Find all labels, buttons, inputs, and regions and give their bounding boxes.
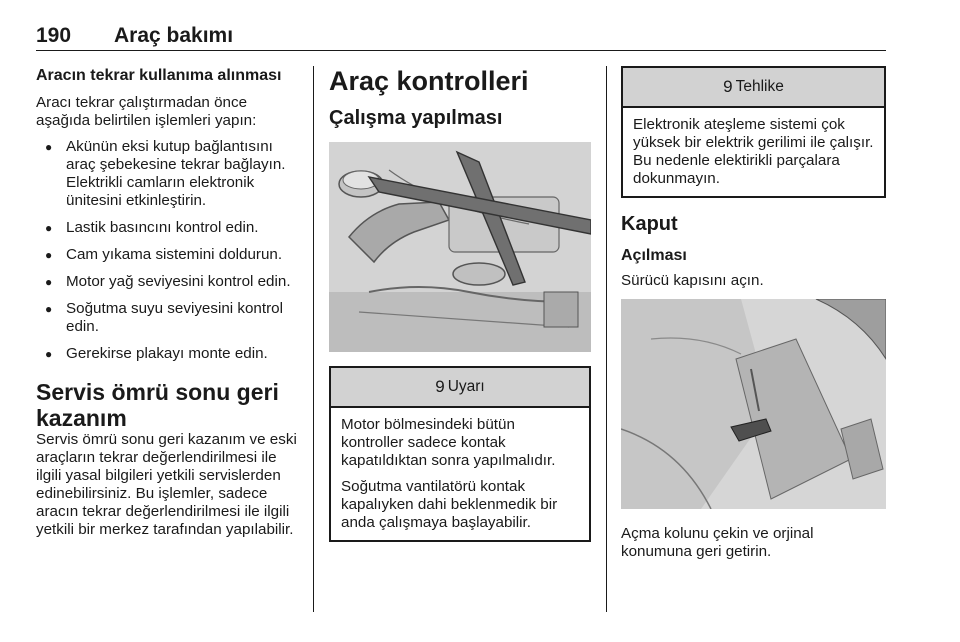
list-item: ● Akünün eksi kutup bağlantısını araç şebekesine tekrar bağlayın. Elektrikli camların elektronik ünitesini etkinleştirin. xyxy=(36,138,301,210)
danger-text: Elektronik ateşleme sistemi çok yüksek bir elektrik gerilimi ile çalışır. Bu nedenle elektirikli parçalara dokunmayın. xyxy=(633,116,874,187)
page-header xyxy=(36,24,886,51)
warning-triangle-icon: 9 xyxy=(723,77,733,96)
checklist xyxy=(36,138,301,363)
engine-bay-illustration xyxy=(329,142,591,352)
warning-text: Soğutma vantilatörü kontak kapalıyken dahi beklenmedik bir anda çalışmaya başlayabilir. xyxy=(341,478,558,531)
column-divider xyxy=(313,66,314,612)
page-number: 190 xyxy=(36,24,72,47)
column-right xyxy=(621,66,886,561)
body-text: Servis ömrü sonu geri kazanım ve eski araçların tekrar değerlendirilmesi ile ilgili yasal bilgileri yetkili servislerden edinebilirsiniz. Bu işlemler, sadece aracın tekrar değerlendirilmesi ile ilgili yetkili bir merkez tarafından yapılabilir. xyxy=(36,431,297,538)
danger-box xyxy=(621,66,886,198)
warning-box xyxy=(329,366,591,542)
column-left xyxy=(36,66,301,539)
section-heading: Kaput xyxy=(621,213,678,235)
warning-text: Motor bölmesindeki bütün kontroller sadece kontak kapatıldıktan sonra yapılmalıdır. xyxy=(341,416,556,469)
section-heading: Servis ömrü sonu geri kazanım xyxy=(36,379,279,431)
warning-triangle-icon: 9 xyxy=(435,377,445,396)
chapter-title: Araç kontrolleri xyxy=(329,66,529,96)
danger-label: Tehlike xyxy=(735,78,784,95)
hood-release-image xyxy=(621,299,886,509)
running-title: Araç bakımı xyxy=(114,24,234,47)
intro-text: Aracı tekrar çalıştırmadan önce aşağıda belirtilen işlemleri yapın: xyxy=(36,94,257,129)
subsection-heading: Açılması xyxy=(621,247,687,264)
column-divider xyxy=(606,66,607,612)
engine-bay-image xyxy=(329,142,591,352)
column-middle xyxy=(329,66,591,542)
step-text: Açma kolunu çekin ve orjinal konumuna geri getirin. xyxy=(621,525,814,560)
warning-header xyxy=(331,368,589,408)
list-item: ● Lastik basıncını kontrol edin. xyxy=(36,219,301,237)
hood-release-illustration xyxy=(621,299,886,509)
list-item: ● Motor yağ seviyesini kontrol edin. xyxy=(36,273,301,291)
list-item: ● Soğutma suyu seviyesini kontrol edin. xyxy=(36,300,301,336)
warning-label: Uyarı xyxy=(447,378,485,395)
list-item: ● Gerekirse plakayı monte edin. xyxy=(36,345,301,363)
list-item: ● Cam yıkama sistemini doldurun. xyxy=(36,246,301,264)
danger-header xyxy=(623,68,884,108)
section-subtitle: Çalışma yapılması xyxy=(329,107,503,129)
step-text: Sürücü kapısını açın. xyxy=(621,272,764,289)
section-heading: Aracın tekrar kullanıma alınması xyxy=(36,67,282,84)
